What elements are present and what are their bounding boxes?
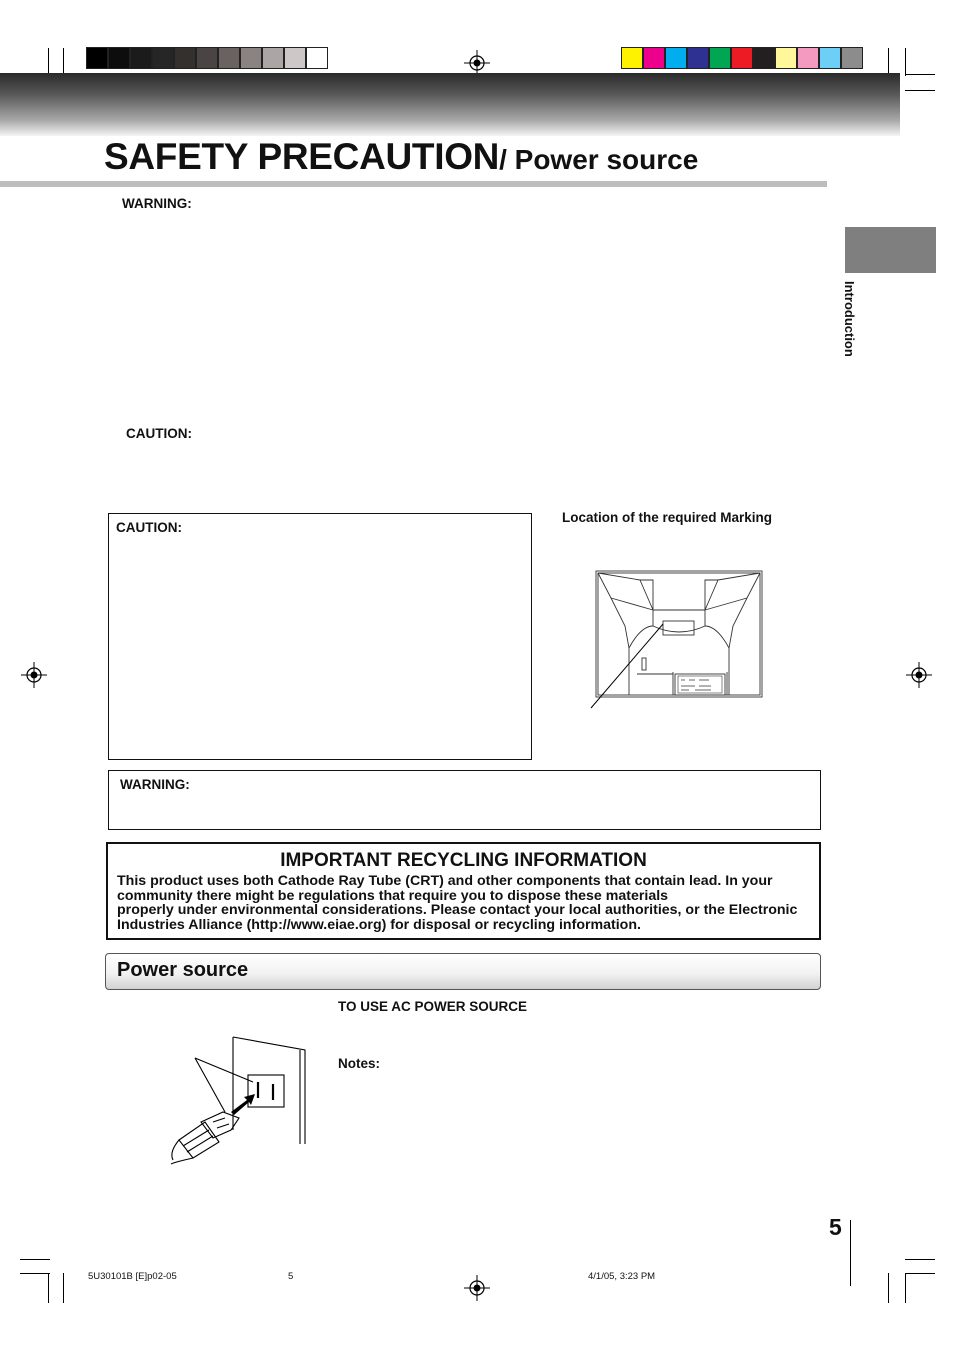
power-source-heading (105, 953, 821, 990)
color-swatch (240, 47, 262, 69)
color-swatch (306, 47, 328, 69)
color-swatch (841, 47, 863, 69)
color-swatch (819, 47, 841, 69)
registration-mark-icon (906, 662, 932, 688)
page-number: 5 (829, 1214, 842, 1240)
page-title-main: SAFETY PRECAUTION (104, 136, 500, 177)
registration-mark-icon (464, 1275, 490, 1301)
warning-label: WARNING: (122, 196, 192, 211)
recycling-line: Industries Alliance (http://www.eiae.org) for disposal or recycling information. (117, 916, 641, 933)
warning-box (108, 770, 821, 830)
color-swatch (130, 47, 152, 69)
color-swatch (174, 47, 196, 69)
title-rule (0, 181, 827, 187)
color-swatch (86, 47, 108, 69)
recycling-body (117, 874, 817, 932)
caution-label: CAUTION: (126, 426, 192, 441)
color-swatch (731, 47, 753, 69)
color-swatch (665, 47, 687, 69)
color-swatch (196, 47, 218, 69)
color-swatch (152, 47, 174, 69)
section-tab (845, 227, 936, 273)
recycling-title: IMPORTANT RECYCLING INFORMATION (280, 850, 647, 871)
recycling-line: community there might be regulations that require you to dispose these materials (117, 887, 669, 904)
color-swatch (643, 47, 665, 69)
footer-timestamp: 4/1/05, 3:23 PM (588, 1271, 656, 1282)
color-swatch (108, 47, 130, 69)
color-swatch (284, 47, 306, 69)
recycling-line: properly under environmental considerations. Please contact your local authorities, or the Electronic (117, 902, 798, 918)
color-swatch (753, 47, 775, 69)
registration-mark-icon (21, 662, 47, 688)
header-band (0, 73, 900, 136)
grayscale-color-bar (86, 47, 328, 69)
section-tab-label: Introduction (842, 281, 857, 357)
power-source-title: Power source (117, 959, 249, 981)
marking-location-label: Location of the required Marking (562, 510, 773, 525)
tv-rear-illustration (585, 566, 770, 711)
color-swatch (621, 47, 643, 69)
color-swatch (262, 47, 284, 69)
color-swatch (709, 47, 731, 69)
caution-box (108, 513, 532, 760)
color-swatch (687, 47, 709, 69)
page-title-sub: / Power source (499, 144, 699, 175)
page-title (104, 138, 698, 175)
caution-box-label: CAUTION: (116, 520, 182, 535)
color-swatch (775, 47, 797, 69)
recycling-info-box (106, 842, 821, 940)
footer-sheet-number: 5 (288, 1271, 294, 1282)
notes-label: Notes: (338, 1056, 381, 1071)
color-swatch (218, 47, 240, 69)
ac-plug-outlet-illustration (165, 1030, 310, 1165)
recycling-line: This product uses both Cathode Ray Tube (CRT) and other components that contain lead. In your (117, 873, 773, 889)
color-swatch (797, 47, 819, 69)
process-color-bar (621, 47, 863, 69)
footer-doc-code: 5U30101B [E]p02-05 (88, 1271, 177, 1282)
warning-box-label: WARNING: (120, 777, 190, 792)
ac-power-label: TO USE AC POWER SOURCE (338, 999, 528, 1014)
